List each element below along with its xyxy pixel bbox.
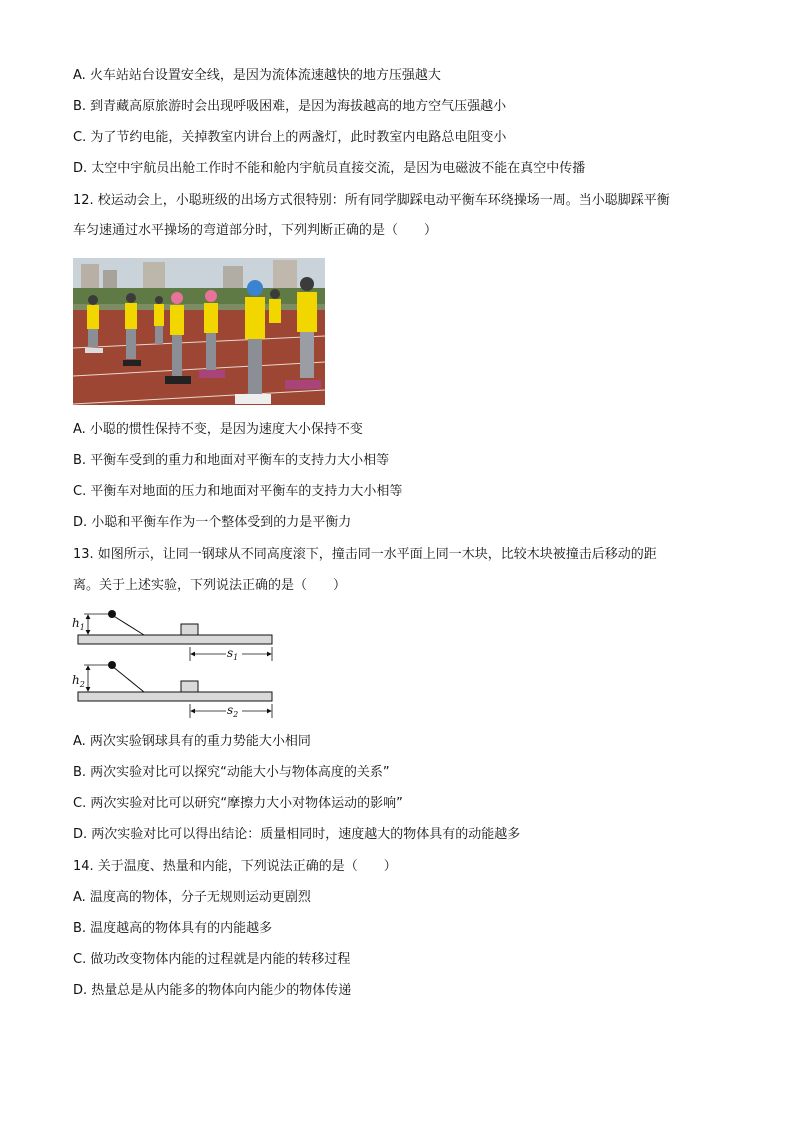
q14-stem: 14. 关于温度、热量和内能，下列说法正确的是（ ） <box>73 859 397 874</box>
setup-1 <box>72 610 272 662</box>
q11-option-c: C. 为了节约电能，关掉教室内讲台上的两盏灯，此时教室内电路总电阻变小 <box>73 130 507 145</box>
svg-text:h2 <box>72 673 85 689</box>
q14-option-b: B. 温度越高的物体具有的内能越多 <box>73 921 273 936</box>
q12-option-a: A. 小聪的惯性保持不变，是因为速度大小保持不变 <box>73 422 363 437</box>
q12-stem-line2: 车匀速通过水平操场的弯道部分时，下列判断正确的是（ ） <box>73 223 438 238</box>
q13-experiment-diagram <box>70 606 285 721</box>
label-h2: h <box>72 673 80 687</box>
label-h1: h <box>72 616 80 630</box>
q12-option-d: D. 小聪和平衡车作为一个整体受到的力是平衡力 <box>73 515 352 530</box>
q13-option-c: C. 两次实验对比可以研究“摩擦力大小对物体运动的影响” <box>73 796 403 811</box>
setup-2 <box>72 661 272 719</box>
q12-photo-illustration <box>73 258 325 405</box>
q14-option-a: A. 温度高的物体，分子无规则运动更剧烈 <box>73 890 311 905</box>
q12-option-c: C. 平衡车对地面的压力和地面对平衡车的支持力大小相等 <box>73 484 403 499</box>
q12-option-b: B. 平衡车受到的重力和地面对平衡车的支持力大小相等 <box>73 453 390 468</box>
wooden-block-2 <box>181 681 198 692</box>
wooden-block-1 <box>181 624 198 635</box>
label-s2-sub: 2 <box>233 710 239 719</box>
q13-stem-line1: 13. 如图所示，让同一钢球从不同高度滚下，撞击同一水平面上同一木块，比较木块被撞击后移动的距 <box>73 547 657 562</box>
q14-option-d: D. 热量总是从内能多的物体向内能少的物体传递 <box>73 983 352 998</box>
q13-option-d: D. 两次实验对比可以得出结论：质量相同时，速度越大的物体具有的动能越多 <box>73 827 521 842</box>
q12-photo-balance-scooters <box>73 258 325 405</box>
label-h2-sub: 2 <box>79 680 85 689</box>
svg-text:h1 <box>72 616 85 632</box>
label-h1-sub: 1 <box>79 623 85 632</box>
q13-stem-line2: 离。关于上述实验，下列说法正确的是（ ） <box>73 578 347 593</box>
label-s2: s <box>227 703 234 717</box>
q13-option-a: A. 两次实验钢球具有的重力势能大小相同 <box>73 734 311 749</box>
label-s1: s <box>227 646 234 660</box>
q14-option-c: C. 做功改变物体内能的过程就是内能的转移过程 <box>73 952 351 967</box>
q11-option-b: B. 到青藏高原旅游时会出现呼吸困难，是因为海拔越高的地方空气压强越小 <box>73 99 507 114</box>
q12-stem-line1: 12. 校运动会上，小聪班级的出场方式很特别：所有同学脚踩电动平衡车环绕操场一周。当小聪脚踩平衡 <box>73 193 670 208</box>
q13-option-b: B. 两次实验对比可以探究“动能大小与物体高度的关系” <box>73 765 390 780</box>
q11-option-d: D. 太空中宇航员出舱工作时不能和舱内宇航员直接交流，是因为电磁波不能在真空中传播 <box>73 161 586 176</box>
label-s1-sub: 1 <box>233 653 239 662</box>
q11-option-a: A. 火车站站台设置安全线，是因为流体流速越快的地方压强越大 <box>73 68 441 83</box>
